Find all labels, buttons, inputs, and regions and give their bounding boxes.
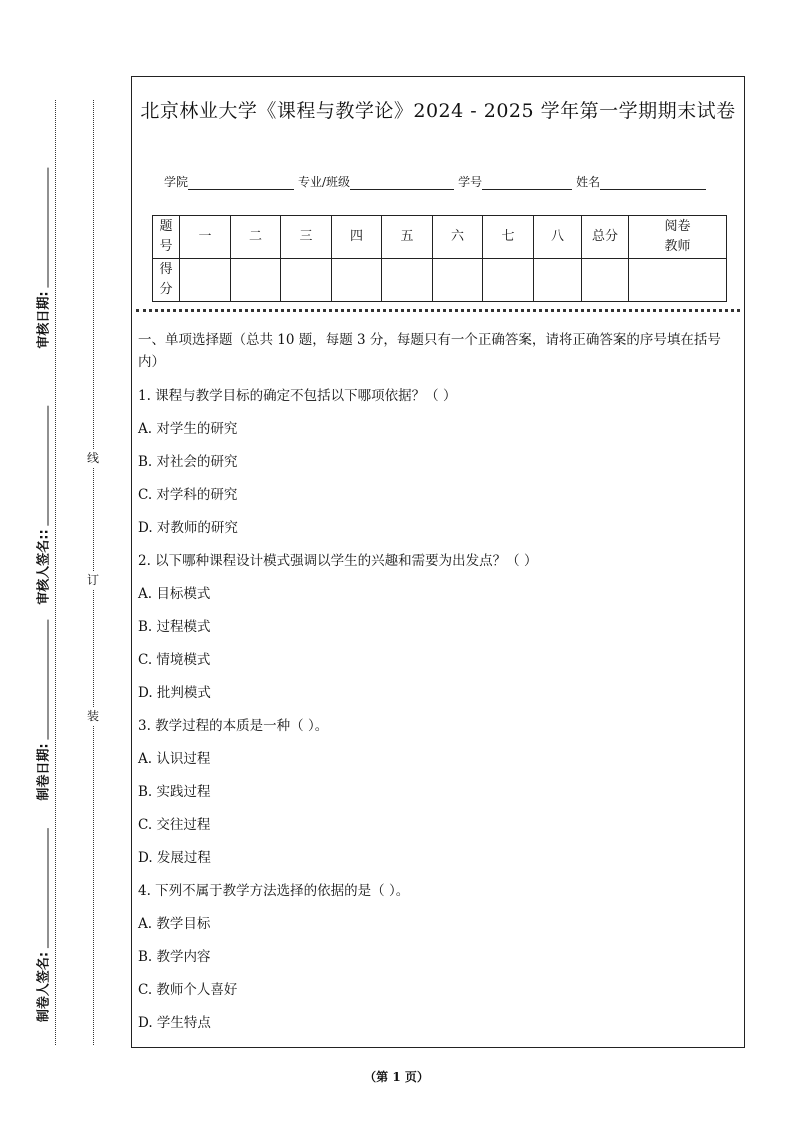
score-table: [152, 215, 727, 302]
binding-mark-line: 线: [86, 451, 100, 465]
total-score-cell[interactable]: [582, 259, 629, 302]
binding-mark-bind: 装: [86, 709, 100, 723]
header-cell: 三: [281, 216, 332, 259]
major-class-field[interactable]: [350, 176, 454, 190]
header-cell: 八: [534, 216, 582, 259]
option-line: D. 批判模式: [138, 685, 211, 701]
major-class-label: 专业/班级: [298, 175, 351, 189]
name-field[interactable]: [600, 176, 706, 190]
binding-mark-staple: 订: [86, 573, 100, 587]
option-line: A. 目标模式: [138, 586, 211, 602]
header-cell: 五: [382, 216, 433, 259]
score-cell[interactable]: [382, 259, 433, 302]
student-info-row: [164, 173, 710, 190]
score-cell[interactable]: [483, 259, 534, 302]
option-line: C. 交往过程: [138, 817, 211, 833]
header-cell: 七: [483, 216, 534, 259]
page-number: （第 1 页）: [364, 1070, 429, 1084]
option-line: A. 对学生的研究: [138, 421, 238, 437]
header-cell: 六: [433, 216, 483, 259]
binding-dotted-line-left: [55, 100, 56, 1045]
score-cell[interactable]: [433, 259, 483, 302]
score-table-score-row: [153, 259, 727, 302]
compile-date-label: 制卷日期:: [36, 743, 52, 801]
student-id-field[interactable]: [482, 176, 572, 190]
question-2: 2. 以下哪种课程设计模式强调以学生的兴趣和需要为出发点？（ ）: [138, 553, 538, 569]
name-label: 姓名: [576, 175, 601, 189]
section-divider: [136, 309, 740, 312]
question-4: 4. 下列不属于教学方法选择的依据的是（ ）。: [138, 883, 410, 899]
reviewer-signature-label: 审核人签名::: [36, 529, 52, 605]
exam-title: 北京林业大学《课程与教学论》2024 - 2025 学年第一学期期末试卷: [140, 100, 736, 122]
exam-paper: [131, 76, 745, 1048]
option-line: D. 学生特点: [138, 1015, 211, 1031]
review-date-label: 审核日期:: [36, 291, 52, 349]
option-line: B. 教学内容: [138, 949, 211, 965]
student-id-label: 学号: [458, 175, 483, 189]
college-field[interactable]: [188, 176, 294, 190]
header-cell: 一: [180, 216, 231, 259]
section-heading: 一、单项选择题（总共 10 题，每题 3 分，每题只有一个正确答案，请将正确答案的序号填在括号内）: [138, 332, 721, 370]
score-cell[interactable]: [534, 259, 582, 302]
option-line: B. 实践过程: [138, 784, 211, 800]
grader-header: 阅卷 教师: [629, 216, 727, 259]
option-line: C. 对学科的研究: [138, 487, 238, 503]
questions-section: [138, 329, 736, 1040]
header-cell: 四: [332, 216, 382, 259]
header-cell: 二: [231, 216, 281, 259]
score-cell[interactable]: [281, 259, 332, 302]
option-line: B. 对社会的研究: [138, 454, 238, 470]
question-number-label: 题 号: [153, 216, 180, 259]
score-table-header-row: [153, 216, 727, 259]
question-3: 3. 教学过程的本质是一种（ ）。: [138, 718, 329, 734]
option-line: C. 教师个人喜好: [138, 982, 238, 998]
score-cell[interactable]: [180, 259, 231, 302]
question-1: 1. 课程与教学目标的确定不包括以下哪项依据？（ ）: [138, 388, 457, 404]
option-line: B. 过程模式: [138, 619, 211, 635]
score-label: 得 分: [153, 259, 180, 302]
option-line: D. 发展过程: [138, 850, 211, 866]
option-line: A. 教学目标: [138, 916, 211, 932]
compiler-signature-label: 制卷人签名:: [36, 951, 52, 1023]
option-line: A. 认识过程: [138, 751, 211, 767]
total-score-header: 总分: [582, 216, 629, 259]
option-line: C. 情境模式: [138, 652, 211, 668]
option-line: D. 对教师的研究: [138, 520, 238, 536]
score-cell[interactable]: [231, 259, 281, 302]
college-label: 学院: [164, 175, 189, 189]
score-cell[interactable]: [332, 259, 382, 302]
grader-cell[interactable]: [629, 259, 727, 302]
